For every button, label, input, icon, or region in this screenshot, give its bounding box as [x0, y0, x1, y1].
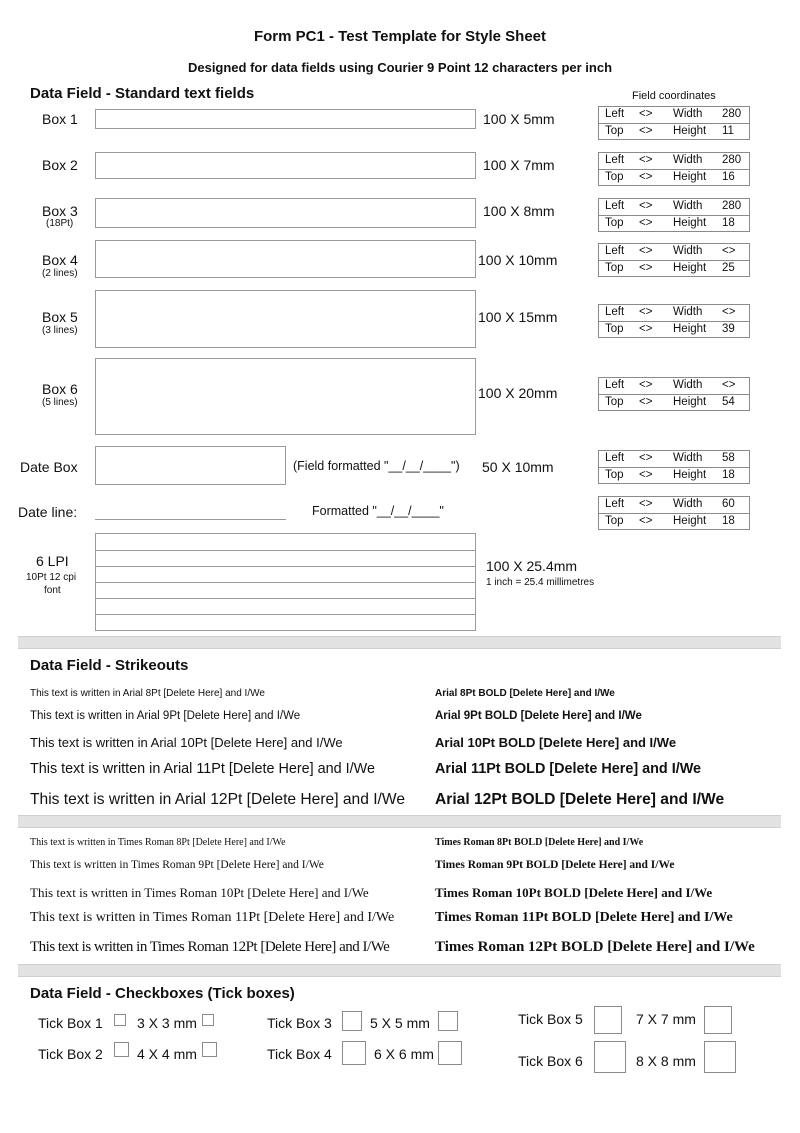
box-4-label: Box 4 [42, 252, 78, 268]
box-3-coordinates: Left <> Width 280 Top <> Height 18 [598, 198, 750, 232]
tick-box-3-size: 5 X 5 mm [370, 1015, 430, 1031]
arial-8pt-text: This text is written in Arial 8Pt [Delete Here] and I/We [30, 688, 265, 699]
times-11pt-text: This text is written in Times Roman 11Pt [Delete Here] and I/We [30, 910, 395, 925]
section-divider [18, 815, 781, 828]
tick-box-2-sample[interactable] [202, 1042, 217, 1057]
times-8pt-text: This text is written in Times Roman 8Pt [Delete Here] and I/We [30, 837, 286, 848]
arial-11pt-text: This text is written in Arial 11Pt [Delete Here] and I/We [30, 761, 375, 777]
checkboxes-heading: Data Field - Checkboxes (Tick boxes) [30, 985, 295, 1002]
date-box-label: Date Box [20, 459, 78, 475]
tick-box-5-size: 7 X 7 mm [636, 1011, 696, 1027]
box-4-size: 100 X 10mm [478, 252, 558, 268]
tick-box-3-sample[interactable] [438, 1011, 458, 1031]
date-box-size: 50 X 10mm [482, 459, 554, 475]
tick-box-4-sample[interactable] [438, 1041, 462, 1065]
times-9pt-text: This text is written in Times Roman 9Pt [Delete Here] and I/We [30, 859, 324, 871]
box-5-coordinates: Left <> Width <> Top <> Height 39 [598, 304, 750, 338]
box-1-field[interactable] [95, 109, 476, 129]
box-6-note: (5 lines) [42, 397, 78, 408]
tick-box-2-size: 4 X 4 mm [137, 1046, 197, 1062]
date-box-coordinates: Left <> Width 58 Top <> Height 18 [598, 450, 750, 484]
box-5-note: (3 lines) [42, 325, 78, 336]
lpi-size: 100 X 25.4mm [486, 558, 578, 574]
lpi-note-1: 10Pt 12 cpi [26, 572, 77, 583]
times-8pt-bold-text: Times Roman 8Pt BOLD [Delete Here] and I/We [435, 837, 644, 848]
standard-fields-heading: Data Field - Standard text fields [30, 85, 255, 102]
box-2-size: 100 X 7mm [483, 157, 555, 173]
tick-box-6[interactable] [594, 1041, 626, 1073]
date-line-format: Formatted "__/__/____" [312, 504, 444, 518]
date-line-field[interactable] [95, 519, 286, 520]
tick-box-3[interactable] [342, 1011, 362, 1031]
tick-box-6-size: 8 X 8 mm [636, 1053, 696, 1069]
tick-box-4-label: Tick Box 4 [267, 1046, 332, 1062]
arial-9pt-bold-text: Arial 9Pt BOLD [Delete Here] and I/We [435, 710, 642, 722]
box-2-field[interactable] [95, 152, 476, 179]
times-10pt-bold-text: Times Roman 10Pt BOLD [Delete Here] and I/We [435, 885, 713, 900]
arial-9pt-text: This text is written in Arial 9Pt [Delete Here] and I/We [30, 710, 301, 722]
times-12pt-text: This text is written in Times Roman 12Pt [Delete Here] and I/We [30, 939, 390, 955]
tick-box-2-label: Tick Box 2 [38, 1046, 103, 1062]
times-9pt-bold-text: Times Roman 9Pt BOLD [Delete Here] and I/We [435, 859, 675, 871]
tick-box-3-label: Tick Box 3 [267, 1015, 332, 1031]
times-10pt-text: This text is written in Times Roman 10Pt [Delete Here] and I/We [30, 885, 369, 900]
date-line-coordinates: Left <> Width 60 Top <> Height 18 [598, 496, 750, 530]
box-1-label: Box 1 [42, 111, 78, 127]
section-divider [18, 964, 781, 977]
form-subtitle: Designed for data fields using Courier 9 Point 12 characters per inch [187, 60, 613, 75]
lpi-rule [96, 582, 475, 583]
arial-8pt-bold-text: Arial 8Pt BOLD [Delete Here] and I/We [435, 688, 615, 699]
lpi-size-note: 1 inch = 25.4 millimetres [486, 577, 595, 588]
box-5-field[interactable] [95, 290, 476, 348]
coordinates-heading: Field coordinates [632, 90, 716, 102]
tick-box-1-size: 3 X 3 mm [137, 1015, 197, 1031]
lpi-lined-field[interactable] [95, 533, 476, 631]
lpi-rule [96, 598, 475, 599]
times-12pt-bold-text: Times Roman 12Pt BOLD [Delete Here] and I/We [435, 939, 755, 955]
box-6-label: Box 6 [42, 381, 78, 397]
tick-box-4[interactable] [342, 1041, 366, 1065]
box-5-label: Box 5 [42, 309, 78, 325]
tick-box-5[interactable] [594, 1006, 622, 1034]
form-title: Form PC1 - Test Template for Style Sheet [253, 28, 546, 45]
tick-box-2[interactable] [114, 1042, 129, 1057]
tick-box-6-label: Tick Box 6 [518, 1053, 583, 1069]
box-3-note: (18Pt) [46, 218, 74, 229]
tick-box-5-label: Tick Box 5 [518, 1011, 583, 1027]
box-2-label: Box 2 [42, 157, 78, 173]
arial-11pt-bold-text: Arial 11Pt BOLD [Delete Here] and I/We [435, 761, 702, 777]
times-11pt-bold-text: Times Roman 11Pt BOLD [Delete Here] and I/We [435, 910, 733, 925]
arial-12pt-bold-text: Arial 12Pt BOLD [Delete Here] and I/We [435, 791, 725, 808]
box-3-field[interactable] [95, 198, 476, 228]
box-3-label: Box 3 [42, 203, 78, 219]
tick-box-1-sample[interactable] [202, 1014, 214, 1026]
box-1-coordinates: Left <> Width 280 Top <> Height 11 [598, 106, 750, 140]
tick-box-1[interactable] [114, 1014, 126, 1026]
box-6-coordinates: Left <> Width <> Top <> Height 54 [598, 377, 750, 411]
box-6-size: 100 X 20mm [478, 385, 558, 401]
box-4-coordinates: Left <> Width <> Top <> Height 25 [598, 243, 750, 277]
lpi-rule [96, 614, 475, 615]
section-divider [18, 636, 781, 649]
box-5-size: 100 X 15mm [478, 309, 558, 325]
box-3-size: 100 X 8mm [483, 203, 555, 219]
arial-10pt-bold-text: Arial 10Pt BOLD [Delete Here] and I/We [435, 735, 677, 750]
date-box-format: (Field formatted "__/__/____") [293, 459, 460, 473]
lpi-rule [96, 550, 475, 551]
tick-box-5-sample[interactable] [704, 1006, 732, 1034]
lpi-note-2: font [44, 585, 61, 596]
arial-10pt-text: This text is written in Arial 10Pt [Delete Here] and I/We [30, 735, 343, 750]
box-4-note: (2 lines) [42, 268, 78, 279]
box-1-size: 100 X 5mm [483, 111, 555, 127]
box-2-coordinates: Left <> Width 280 Top <> Height 16 [598, 152, 750, 186]
strikeouts-heading: Data Field - Strikeouts [30, 657, 189, 674]
arial-12pt-text: This text is written in Arial 12Pt [Delete Here] and I/We [30, 791, 405, 808]
box-4-field[interactable] [95, 240, 476, 278]
lpi-label: 6 LPI [36, 553, 69, 569]
lpi-rule [96, 566, 475, 567]
tick-box-4-size: 6 X 6 mm [374, 1046, 434, 1062]
date-box-field[interactable] [95, 446, 286, 485]
date-line-label: Date line: [18, 504, 78, 520]
tick-box-6-sample[interactable] [704, 1041, 736, 1073]
box-6-field[interactable] [95, 358, 476, 435]
tick-box-1-label: Tick Box 1 [38, 1015, 103, 1031]
